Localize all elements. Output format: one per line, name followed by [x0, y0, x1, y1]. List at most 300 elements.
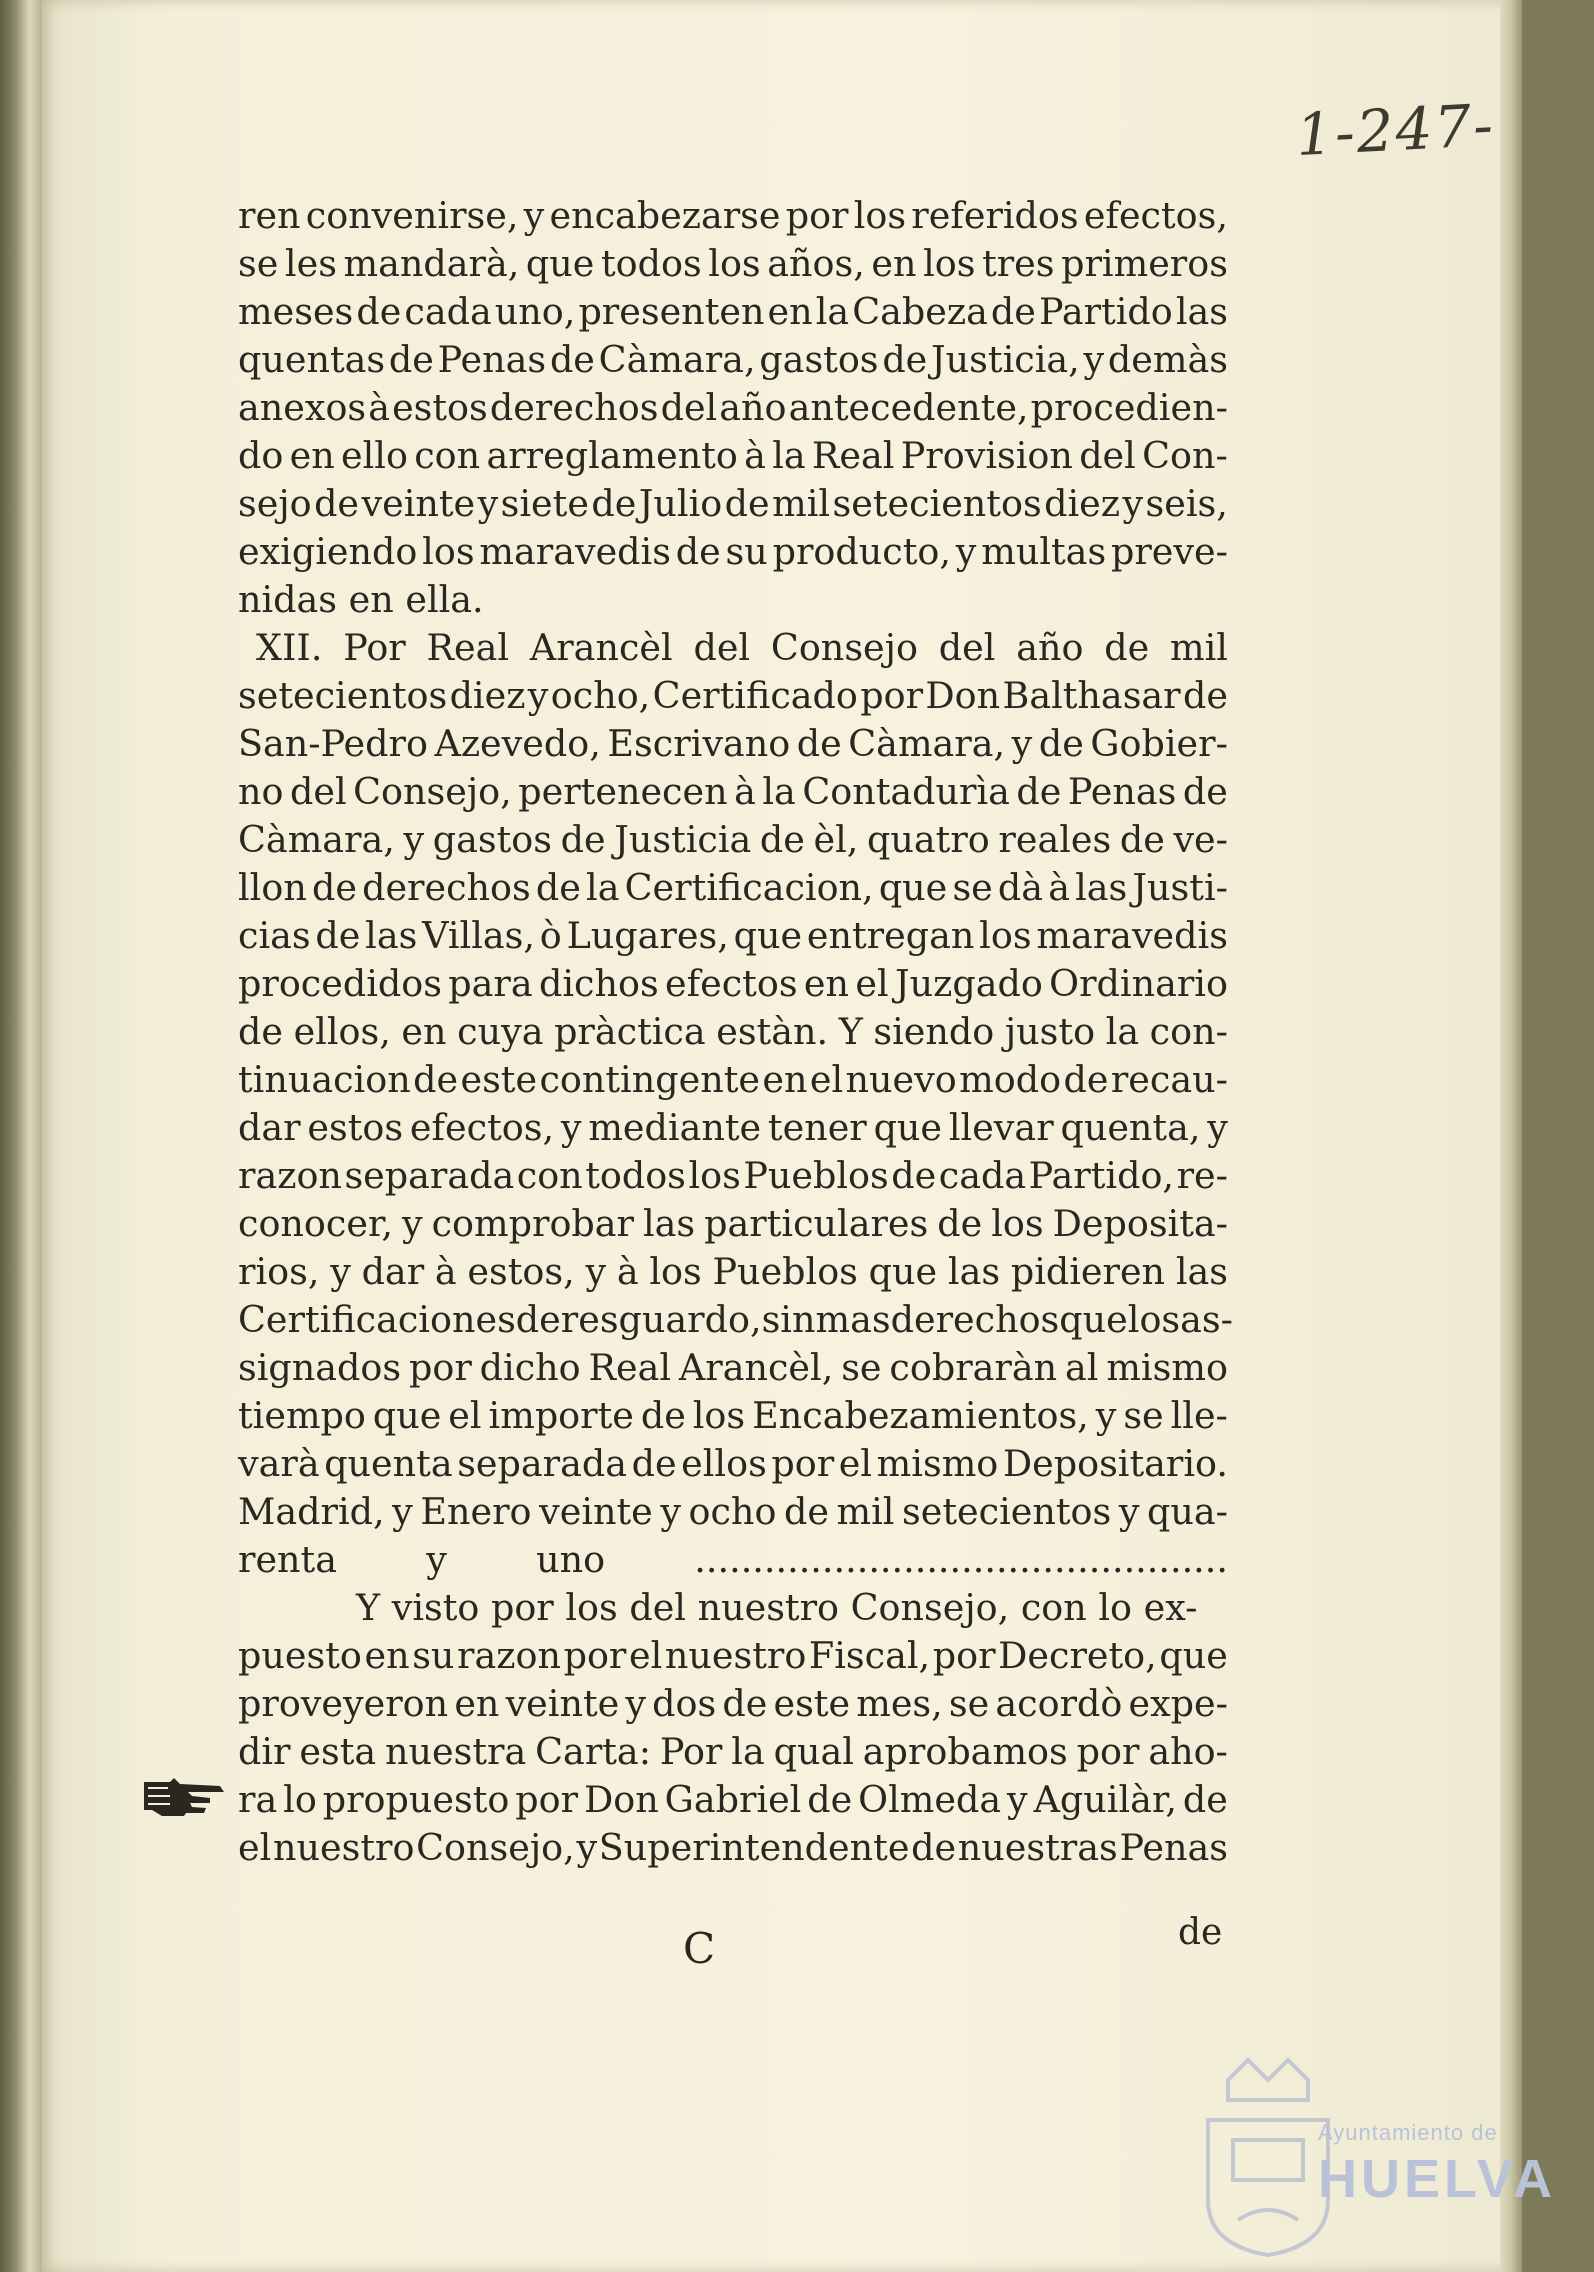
word: antecedente,: [788, 386, 1029, 429]
section-heading-line: [238, 624, 1228, 672]
word: ocho,: [550, 674, 651, 717]
word: y: [1011, 722, 1033, 765]
word: Arancèl,: [678, 1346, 834, 1389]
word: la: [1105, 1010, 1140, 1053]
word: de: [1183, 674, 1228, 717]
word: Penas: [1119, 1826, 1228, 1869]
word: contingente: [539, 1058, 760, 1101]
text-line: [238, 1488, 1228, 1536]
word: veinte: [361, 482, 476, 525]
word: encabezarse: [549, 194, 781, 237]
word: modo: [959, 1058, 1062, 1101]
page-edge: [1500, 0, 1522, 2272]
word: setecientos: [902, 1490, 1112, 1533]
word: y: [576, 1826, 598, 1869]
word: todos: [585, 1154, 686, 1197]
word: del: [1079, 434, 1136, 477]
word: y: [426, 1538, 447, 1581]
word: y: [527, 674, 549, 717]
word: à: [434, 1250, 457, 1293]
word: preve-: [1110, 530, 1228, 573]
word: Consejo: [770, 626, 918, 669]
word: por: [860, 674, 924, 717]
word: los: [923, 242, 976, 285]
word: por: [563, 1634, 627, 1677]
word: Justi-: [1132, 866, 1228, 909]
word: de: [356, 290, 402, 333]
word: importe: [488, 1394, 634, 1437]
word: la: [772, 434, 806, 477]
word: y: [1122, 482, 1144, 525]
word: estos: [392, 386, 488, 429]
word: propuesto: [322, 1778, 510, 1821]
word: Decreto,: [998, 1634, 1157, 1677]
word: de: [314, 482, 360, 525]
word: derechos: [489, 386, 659, 429]
word: años,: [767, 242, 865, 285]
word: Y: [838, 1010, 863, 1053]
word: re-: [1176, 1154, 1228, 1197]
word: Consejo,: [353, 770, 512, 813]
word: se: [948, 1682, 990, 1725]
word: de: [882, 338, 928, 381]
text-line: [238, 1680, 1228, 1728]
catchword: de: [1178, 1912, 1223, 1953]
word: el: [238, 1826, 272, 1869]
word: èl,: [813, 818, 859, 861]
word: de: [549, 338, 595, 381]
word: quenta,: [1060, 1106, 1201, 1149]
word: y: [1207, 1106, 1228, 1149]
word: año: [719, 386, 787, 429]
word: à: [734, 770, 756, 813]
word: nuestras: [957, 1826, 1118, 1869]
word: y: [403, 818, 425, 861]
word: sejo: [238, 482, 312, 525]
word: mil: [1170, 626, 1228, 669]
text-line: [238, 1248, 1228, 1296]
word: dicho: [479, 1346, 581, 1389]
word: este: [773, 1682, 851, 1725]
word: la: [731, 1730, 765, 1773]
word: Carta:: [535, 1730, 651, 1773]
word: y: [585, 1250, 607, 1293]
word: y: [1095, 1394, 1117, 1437]
text-line: [238, 528, 1228, 576]
word: de: [1038, 722, 1084, 765]
word: Certificaciones: [238, 1298, 516, 1341]
word: renta: [238, 1538, 337, 1581]
word: aho-: [1148, 1730, 1228, 1773]
word: meses: [238, 290, 354, 333]
word: cuya: [457, 1010, 544, 1053]
word: varà: [238, 1442, 320, 1485]
text-line: [238, 1728, 1228, 1776]
word: mandarà,: [343, 242, 520, 285]
word: ellos: [681, 1442, 767, 1485]
word: à: [744, 434, 766, 477]
word: arreglamento: [486, 434, 738, 477]
word: la: [762, 770, 796, 813]
folio-number: 1-247-: [1294, 90, 1497, 170]
word: lle-: [1170, 1394, 1228, 1437]
word: razon: [457, 1634, 561, 1677]
word: al: [1065, 1346, 1099, 1389]
word: uno,: [494, 290, 576, 333]
word: de: [413, 1058, 459, 1101]
word: se: [952, 866, 993, 909]
word: dar: [361, 1250, 425, 1293]
word: Deposita-: [1052, 1202, 1228, 1245]
word: gastos: [759, 338, 879, 381]
word: estos: [307, 1106, 404, 1149]
word: en: [767, 290, 813, 333]
word: dichos: [538, 962, 659, 1005]
word: no: [238, 770, 284, 813]
word: las: [1175, 1250, 1228, 1293]
word: diez: [1044, 482, 1120, 525]
text-line: [238, 1152, 1228, 1200]
word: mes,: [856, 1682, 943, 1725]
word: los: [688, 1154, 741, 1197]
word: dos: [652, 1682, 717, 1725]
word: su: [412, 1634, 455, 1677]
word: con-: [1149, 1010, 1228, 1053]
word: y: [330, 1250, 351, 1293]
word: Partido: [1038, 290, 1173, 333]
word: San-Pedro: [238, 722, 428, 765]
word: Càmara,: [848, 722, 1006, 765]
word: en: [289, 434, 335, 477]
word: se: [841, 1346, 882, 1389]
word: cada: [938, 1154, 1027, 1197]
word: del: [938, 626, 996, 669]
word: llevar: [948, 1106, 1054, 1149]
word: de: [1063, 1058, 1109, 1101]
word: Azevedo,: [434, 722, 601, 765]
text-line: [238, 480, 1228, 528]
word: Arancèl: [529, 626, 673, 669]
word: año: [1016, 626, 1084, 669]
word: de: [722, 1682, 768, 1725]
word: Cabeza: [852, 290, 988, 333]
word: Real: [426, 626, 510, 669]
word: pidieren: [1010, 1250, 1166, 1293]
word: pràctica: [554, 1010, 706, 1053]
word: ve-: [1173, 818, 1228, 861]
word: la: [586, 866, 620, 909]
word: con: [414, 434, 481, 477]
word: gastos: [432, 818, 552, 861]
word: signados: [238, 1346, 402, 1389]
word: efectos,: [1083, 194, 1228, 237]
word: do: [238, 434, 284, 477]
word: Juzgado: [894, 962, 1043, 1005]
word: el: [628, 1634, 663, 1677]
word: à: [1048, 866, 1070, 909]
word: mismo: [1106, 1346, 1228, 1389]
word: Pueblos: [743, 1154, 889, 1197]
word: y: [523, 194, 545, 237]
word: derechos: [362, 866, 531, 909]
word: separada: [344, 1154, 515, 1197]
word: Aguilàr,: [1033, 1778, 1177, 1821]
word: cada: [404, 290, 492, 333]
word: resguardo,: [560, 1298, 762, 1341]
word: separada: [457, 1442, 627, 1485]
word: producto,: [772, 530, 951, 573]
word: ò: [539, 914, 562, 957]
word: y: [625, 1682, 646, 1725]
word: que: [868, 1250, 938, 1293]
word: el: [448, 1394, 482, 1437]
word: en: [454, 1682, 500, 1725]
word: referidos: [911, 194, 1079, 237]
word: Julio: [638, 482, 723, 525]
word: tener: [767, 1106, 867, 1149]
text-line: [238, 1056, 1228, 1104]
text-line: nidas en ella.: [238, 578, 484, 621]
word: que: [372, 1394, 442, 1437]
word: Certificado: [652, 674, 858, 717]
word: maravedis: [1036, 914, 1228, 957]
word: de: [315, 914, 361, 957]
word: y: [1007, 1778, 1028, 1821]
word: de: [783, 1490, 829, 1533]
signature-mark: C: [683, 1924, 716, 1973]
word: nuevo: [845, 1058, 957, 1101]
word: los: [422, 530, 475, 573]
word: por: [408, 1346, 472, 1389]
word: y: [1083, 338, 1105, 381]
word: en: [401, 1010, 447, 1053]
word: conocer,: [238, 1202, 393, 1245]
word: as-: [1180, 1298, 1233, 1341]
text-line: [238, 1296, 1233, 1344]
text-line: [238, 1824, 1228, 1872]
word: de: [807, 1778, 853, 1821]
word: Encabezamientos,: [752, 1394, 1089, 1437]
word: de: [1119, 818, 1165, 861]
word: los: [853, 194, 907, 237]
word: por: [1076, 1730, 1140, 1773]
word: siete: [500, 482, 589, 525]
word: del: [289, 770, 347, 813]
word: todos: [600, 242, 702, 285]
word: en: [762, 1058, 808, 1101]
word: mil: [836, 1490, 895, 1533]
word: los: [708, 242, 761, 285]
word: del: [660, 386, 718, 429]
word: Con-: [1142, 434, 1228, 477]
word: nuestra: [385, 1730, 527, 1773]
word: cobraràn: [889, 1346, 1058, 1389]
word: Justicia,: [931, 338, 1080, 381]
word: y: [560, 1106, 582, 1149]
word: el: [838, 1442, 873, 1485]
word: en: [364, 1634, 410, 1677]
word: de: [535, 866, 581, 909]
word: de: [1182, 1778, 1228, 1821]
word: setecientos: [832, 482, 1042, 525]
word: su: [725, 530, 768, 573]
word: y: [1118, 1490, 1140, 1533]
word: el: [809, 1058, 844, 1101]
word: razon: [238, 1154, 342, 1197]
word: ra: [238, 1778, 278, 1821]
word: nuestro: [272, 1826, 415, 1869]
word: à: [616, 1250, 639, 1293]
word: tiempo: [238, 1394, 366, 1437]
word: de: [591, 482, 637, 525]
word: dar: [238, 1106, 301, 1149]
word: de: [724, 482, 770, 525]
word: sin: [761, 1298, 816, 1341]
word: Certificacion,: [624, 866, 874, 909]
word: con: [516, 1154, 583, 1197]
word: qua-: [1147, 1490, 1228, 1533]
word: por: [932, 1634, 996, 1677]
word: multas: [981, 530, 1107, 573]
text-line: [238, 1008, 1228, 1056]
word: los: [692, 1394, 746, 1437]
word: Contadurìa: [802, 770, 1010, 813]
text-line: [238, 1200, 1228, 1248]
word: los: [979, 914, 1032, 957]
word: pertenecen: [518, 770, 728, 813]
word: qual: [773, 1730, 854, 1773]
word: que: [878, 866, 948, 909]
word: Provision: [900, 434, 1073, 477]
scan-background: [1522, 0, 1594, 2272]
word: estos,: [467, 1250, 575, 1293]
word: dir: [238, 1730, 291, 1773]
word: el: [855, 962, 889, 1005]
word: las: [1175, 290, 1228, 333]
word: quatro: [867, 818, 990, 861]
word: en: [803, 962, 850, 1005]
word: y: [477, 482, 499, 525]
word: de: [759, 818, 805, 861]
word: proveyeron: [238, 1682, 449, 1725]
text-line: [238, 768, 1228, 816]
word: nuestro: [664, 1634, 807, 1677]
book-gutter: [0, 0, 42, 2272]
word: que: [1059, 1298, 1128, 1341]
stamp-caption: Ayuntamiento de: [1318, 2120, 1498, 2145]
word: este: [460, 1058, 538, 1101]
word: Escrivano: [607, 722, 791, 765]
word: lo: [283, 1778, 317, 1821]
word: Balthasar: [1002, 674, 1181, 717]
text-line: [238, 720, 1228, 768]
word: mismo: [876, 1442, 999, 1485]
word: de: [640, 1394, 686, 1437]
word: ocho: [688, 1490, 777, 1533]
text-line: [238, 1632, 1228, 1680]
word: aprobamos: [862, 1730, 1068, 1773]
word: en: [871, 242, 917, 285]
word: Consejo,: [416, 1826, 575, 1869]
word: anexos: [238, 386, 367, 429]
word: cias: [238, 914, 311, 957]
word: ello: [341, 434, 408, 477]
word: Justicia: [614, 818, 752, 861]
word: Ordinario: [1049, 962, 1228, 1005]
word: efectos,: [409, 1106, 555, 1149]
word: los: [649, 1250, 702, 1293]
text-line: [238, 288, 1228, 336]
word: de: [796, 722, 842, 765]
word: ellos,: [293, 1010, 391, 1053]
word: Por: [343, 626, 406, 669]
word: expe-: [1128, 1682, 1228, 1725]
word: que: [525, 242, 595, 285]
word: procedien-: [1030, 386, 1228, 429]
word: reales: [998, 818, 1112, 861]
word: Don: [584, 1778, 659, 1821]
word: por: [771, 1442, 835, 1485]
word: entregan: [806, 914, 975, 957]
text-line: [238, 240, 1228, 288]
word: Lugares,: [566, 914, 729, 957]
word: XII.: [256, 626, 323, 669]
word: de: [311, 866, 357, 909]
word: y: [401, 1202, 423, 1245]
word: los: [1127, 1298, 1181, 1341]
word: à: [368, 386, 390, 429]
word: de: [631, 1442, 677, 1485]
word: por: [515, 1778, 579, 1821]
word: tinuacion: [238, 1058, 411, 1101]
text-line: [238, 960, 1228, 1008]
word: derechos: [890, 1298, 1060, 1341]
word: Pueblos: [712, 1250, 858, 1293]
text-line: [238, 336, 1228, 384]
word: rios,: [238, 1250, 320, 1293]
word: de: [891, 1154, 937, 1197]
text-line: [238, 384, 1228, 432]
word: setecientos: [238, 674, 448, 717]
word: llon: [238, 866, 307, 909]
word: la: [815, 290, 850, 333]
word: de: [1104, 626, 1150, 669]
word: que: [1159, 1634, 1228, 1677]
word: Gobier-: [1090, 722, 1228, 765]
word: particulares: [704, 1202, 929, 1245]
word: ren: [238, 194, 301, 237]
word: estàn.: [716, 1010, 829, 1053]
text-line: [238, 1440, 1228, 1488]
word: Real: [588, 1346, 672, 1389]
word: siendo: [873, 1010, 995, 1053]
text-line: [238, 1344, 1228, 1392]
word: Enero: [420, 1490, 532, 1533]
word: veinte: [505, 1682, 620, 1725]
word: de: [388, 338, 434, 381]
word: de: [560, 818, 606, 861]
word: Penas: [437, 338, 547, 381]
word: tres: [982, 242, 1055, 285]
word: y: [660, 1490, 681, 1533]
word: Depositario.: [1002, 1442, 1228, 1485]
word: de: [238, 1010, 283, 1053]
word: se: [1123, 1394, 1164, 1437]
word: por: [785, 194, 849, 237]
word: comprobar: [431, 1202, 634, 1245]
word: veinte: [539, 1490, 653, 1533]
word: quenta: [324, 1442, 453, 1485]
